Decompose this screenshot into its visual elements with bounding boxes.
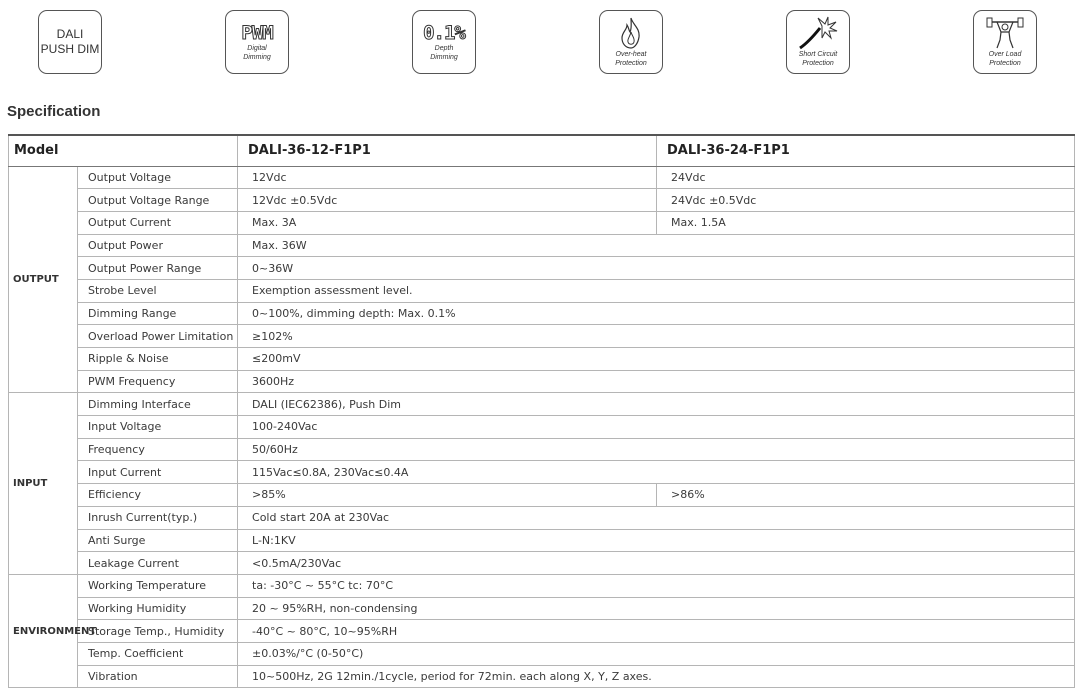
- value-cell: >85%: [238, 484, 657, 507]
- specification-heading: Specification: [7, 103, 101, 120]
- table-header-row: [9, 135, 1075, 166]
- param-label: Inrush Current(typ.): [78, 506, 238, 529]
- spark-icon: [798, 16, 838, 50]
- model-header: Model: [9, 135, 238, 166]
- pwm-caption-2: Dimming: [243, 54, 271, 61]
- param-label: Input Voltage: [78, 416, 238, 439]
- value-cell: 10~500Hz, 2G 12min./1cycle, period for 72min. each along X, Y, Z axes.: [238, 665, 1075, 688]
- pwm-glyph: PWM: [241, 22, 273, 44]
- value-cell: DALI (IEC62386), Push Dim: [238, 393, 1075, 416]
- table-row: [9, 597, 1075, 620]
- value-cell: 100-240Vac: [238, 416, 1075, 439]
- table-row: [9, 393, 1075, 416]
- pwm-caption-1: Digital: [247, 45, 267, 52]
- value-cell: L-N:1KV: [238, 529, 1075, 552]
- value-cell: 50/60Hz: [238, 438, 1075, 461]
- param-label: Efficiency: [78, 484, 238, 507]
- value-cell: Max. 1.5A: [657, 211, 1075, 234]
- value-cell: 12Vdc: [238, 166, 657, 189]
- value-cell: >86%: [657, 484, 1075, 507]
- param-label: Output Power: [78, 234, 238, 257]
- value-cell: ≥102%: [238, 325, 1075, 348]
- model-1-header: DALI-36-12-F1P1: [238, 135, 657, 166]
- depth-glyph: 0.1%: [423, 22, 465, 44]
- param-label: Working Humidity: [78, 597, 238, 620]
- param-label: Output Voltage Range: [78, 189, 238, 212]
- param-label: Dimming Interface: [78, 393, 238, 416]
- value-cell: 24Vdc: [657, 166, 1075, 189]
- environment-group-label: ENVIRONMENT: [9, 574, 78, 687]
- value-cell: 0~100%, dimming depth: Max. 0.1%: [238, 302, 1075, 325]
- over-load-caption-2: Protection: [989, 60, 1021, 67]
- short-circuit-caption-2: Protection: [802, 60, 834, 67]
- table-row: [9, 416, 1075, 439]
- over-load-protection-icon: [973, 10, 1037, 74]
- param-label: Dimming Range: [78, 302, 238, 325]
- depth-caption-2: Dimming: [430, 54, 458, 61]
- param-label: Ripple & Noise: [78, 348, 238, 371]
- output-group-label: OUTPUT: [9, 166, 78, 393]
- param-label: Input Current: [78, 461, 238, 484]
- table-row: [9, 189, 1075, 212]
- value-cell: 12Vdc ±0.5Vdc: [238, 189, 657, 212]
- feature-icons-row: [0, 8, 1077, 76]
- value-cell: 0~36W: [238, 257, 1075, 280]
- param-label: Vibration: [78, 665, 238, 688]
- over-heat-caption-2: Protection: [615, 60, 647, 67]
- short-circuit-caption-1: Short Circuit: [798, 51, 838, 58]
- param-label: Frequency: [78, 438, 238, 461]
- value-cell: Exemption assessment level.: [238, 279, 1075, 302]
- over-load-caption-1: Over Load: [988, 51, 1022, 58]
- model-2-header: DALI-36-24-F1P1: [657, 135, 1075, 166]
- table-row: [9, 279, 1075, 302]
- specification-table: [8, 134, 1075, 688]
- value-cell: Max. 36W: [238, 234, 1075, 257]
- param-label: Overload Power Limitation: [78, 325, 238, 348]
- value-cell: 3600Hz: [238, 370, 1075, 393]
- depth-dimming-icon: [412, 10, 476, 74]
- table-row: [9, 552, 1075, 575]
- table-row: [9, 234, 1075, 257]
- flame-icon: [618, 16, 644, 50]
- table-row: [9, 211, 1075, 234]
- table-row: [9, 642, 1075, 665]
- value-cell: Max. 3A: [238, 211, 657, 234]
- table-row: [9, 166, 1075, 189]
- value-cell: -40°C ~ 80°C, 10~95%RH: [238, 620, 1075, 643]
- value-cell: 20 ~ 95%RH, non-condensing: [238, 597, 1075, 620]
- weightlifter-icon: [985, 16, 1025, 50]
- param-label: Working Temperature: [78, 574, 238, 597]
- table-row: [9, 302, 1075, 325]
- param-label: PWM Frequency: [78, 370, 238, 393]
- over-heat-protection-icon: [599, 10, 663, 74]
- value-cell: ±0.03%/°C (0-50°C): [238, 642, 1075, 665]
- param-label: Output Voltage: [78, 166, 238, 189]
- param-label: Output Power Range: [78, 257, 238, 280]
- push-dim-label: PUSH DIM: [40, 42, 100, 56]
- param-label: Output Current: [78, 211, 238, 234]
- param-label: Temp. Coefficient: [78, 642, 238, 665]
- value-cell: <0.5mA/230Vac: [238, 552, 1075, 575]
- table-row: [9, 665, 1075, 688]
- table-row: [9, 325, 1075, 348]
- over-heat-caption-1: Over-heat: [615, 51, 647, 58]
- table-row: [9, 348, 1075, 371]
- table-row: [9, 574, 1075, 597]
- value-cell: Cold start 20A at 230Vac: [238, 506, 1075, 529]
- value-cell: ≤200mV: [238, 348, 1075, 371]
- table-row: [9, 257, 1075, 280]
- dali-push-dim-icon: [38, 10, 102, 74]
- value-cell: 24Vdc ±0.5Vdc: [657, 189, 1075, 212]
- param-label: Leakage Current: [78, 552, 238, 575]
- table-row: [9, 370, 1075, 393]
- table-row: [9, 620, 1075, 643]
- dali-label: DALI: [56, 27, 84, 41]
- table-row: [9, 529, 1075, 552]
- param-label: Strobe Level: [78, 279, 238, 302]
- depth-caption-1: Depth: [434, 45, 454, 52]
- table-row: [9, 438, 1075, 461]
- value-cell: ta: -30°C ~ 55°C tc: 70°C: [238, 574, 1075, 597]
- table-row: [9, 506, 1075, 529]
- short-circuit-protection-icon: [786, 10, 850, 74]
- input-group-label: INPUT: [9, 393, 78, 575]
- param-label: Storage Temp., Humidity: [78, 620, 238, 643]
- param-label: Anti Surge: [78, 529, 238, 552]
- table-row: [9, 484, 1075, 507]
- table-row: [9, 461, 1075, 484]
- pwm-icon: [225, 10, 289, 74]
- value-cell: 115Vac≤0.8A, 230Vac≤0.4A: [238, 461, 1075, 484]
